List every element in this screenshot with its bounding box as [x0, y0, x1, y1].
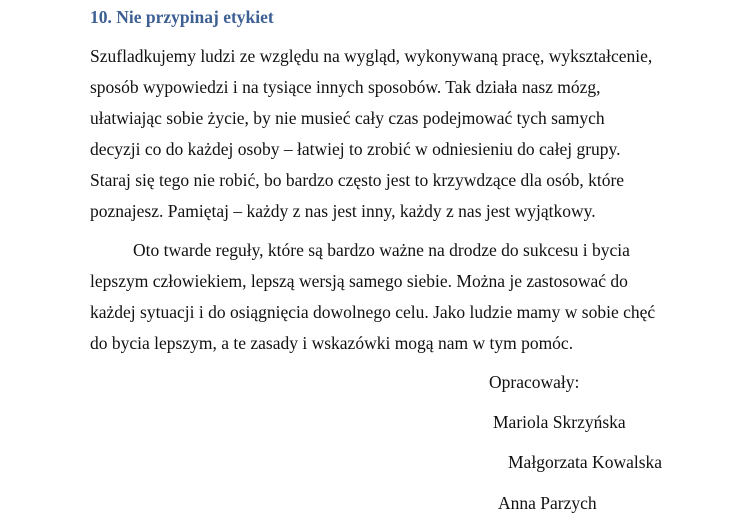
paragraph-line: lepszym człowiekiem, lepszą wersją samego siebie. Można je zastosować do [90, 271, 628, 291]
paragraph-line: Szufladkujemy ludzi ze względu na wygląd, wykonywaną pracę, wykształcenie, [90, 46, 653, 66]
section-heading: 10. Nie przypinaj etykiet [90, 7, 274, 27]
signature-author: Małgorzata Kowalska [508, 452, 663, 472]
paragraph-line: sposób wypowiedzi i na tysiące innych sposobów. Tak działa nasz mózg, [90, 77, 601, 97]
paragraph-line: do bycia lepszym, a te zasady i wskazówki mogą nam w tym pomóc. [90, 333, 574, 353]
paragraph-line: ułatwiając sobie życie, by nie musieć cały czas podejmować tych samych [90, 108, 605, 128]
signature-author: Anna Parzych [498, 493, 597, 513]
signature-author: Mariola Skrzyńska [493, 412, 626, 432]
paragraph-line: każdej sytuacji i do osiągnięcia dowolnego celu. Jako ludzie mamy w sobie chęć [90, 302, 656, 322]
paragraph-line: poznajesz. Pamiętaj – każdy z nas jest inny, każdy z nas jest wyjątkowy. [90, 201, 596, 221]
paragraph-line: decyzji co do każdej osoby – łatwiej to zrobić w odniesieniu do całej grupy. [90, 139, 621, 159]
paragraph-line: Oto twarde reguły, które są bardzo ważne na drodze do sukcesu i bycia [133, 240, 630, 260]
signature-label: Opracowały: [489, 372, 580, 392]
paragraph-line: Staraj się tego nie robić, bo bardzo często jest to krzywdzące dla osób, które [90, 170, 625, 190]
